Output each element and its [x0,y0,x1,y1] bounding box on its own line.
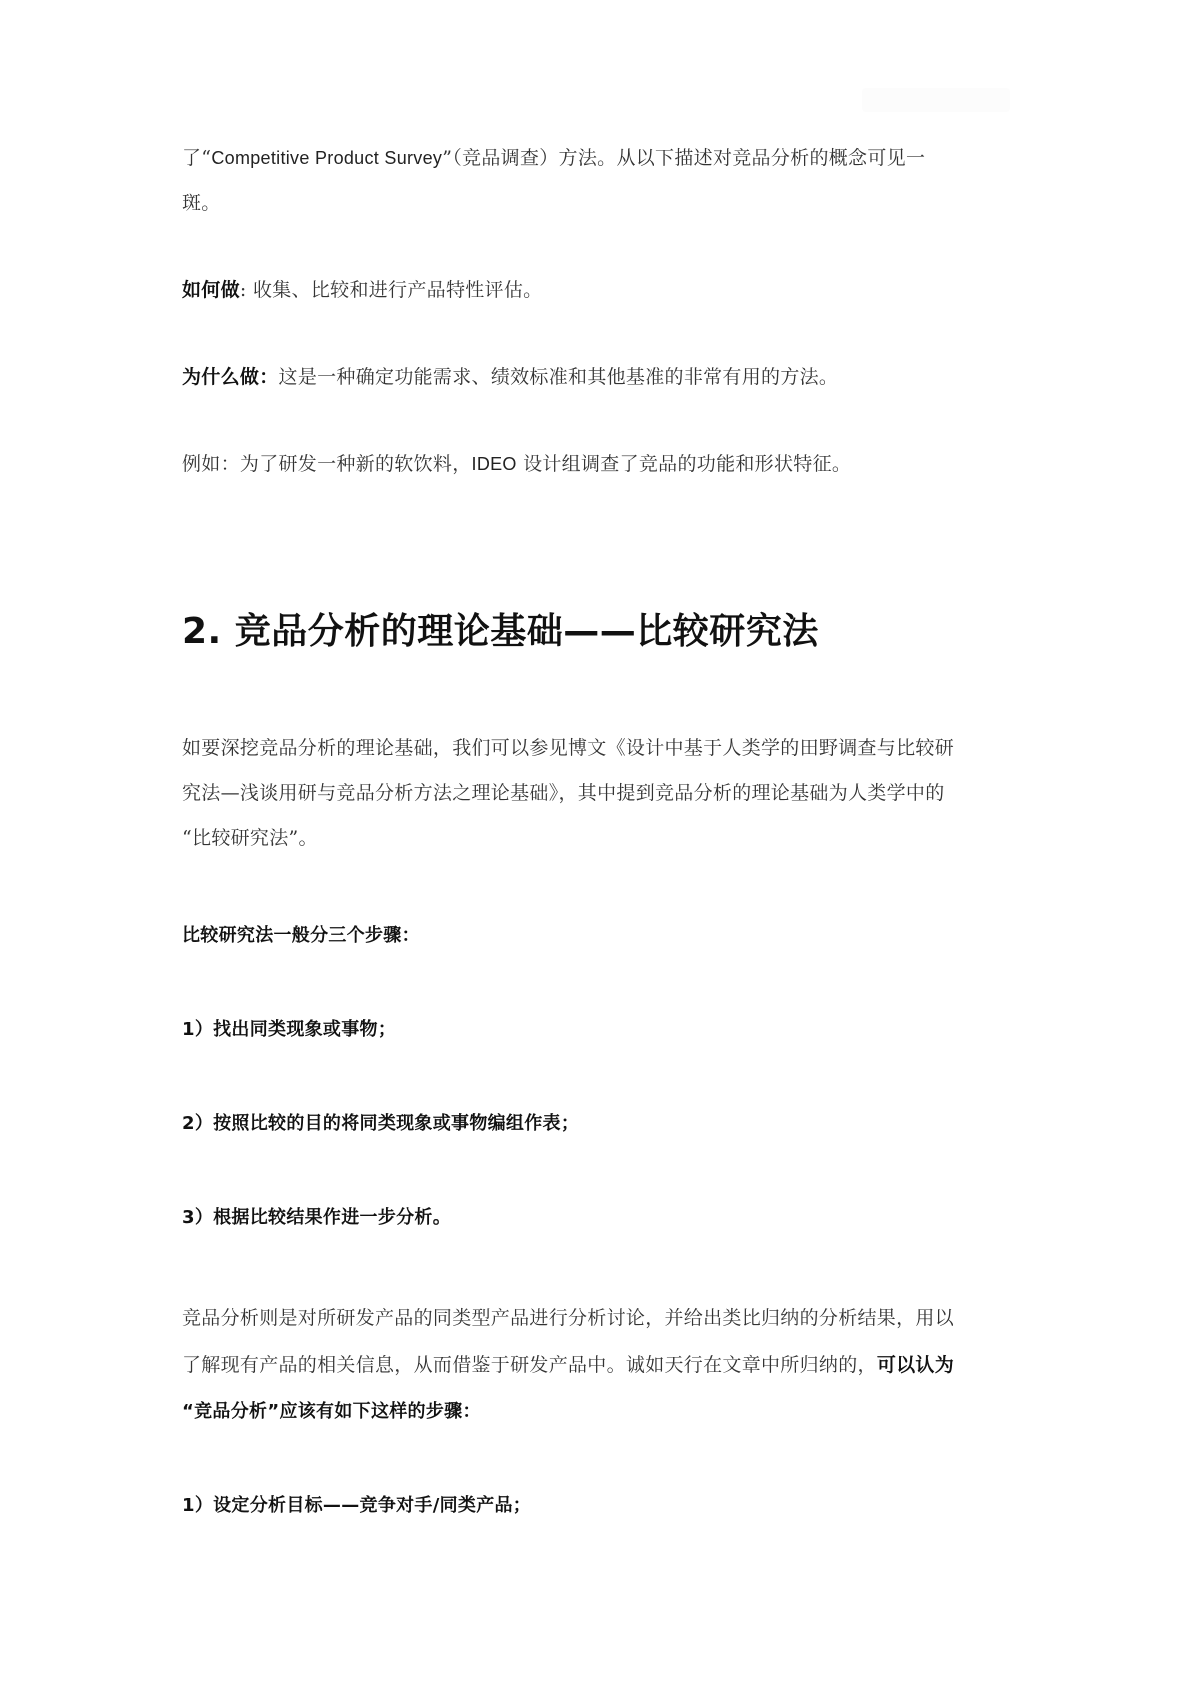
theory-para-line-2: 究法—浅谈用研与竞品分析方法之理论基础》，其中提到竞品分析的理论基础为人类学中的 [182,782,945,804]
example-prefix: 例如：为了研发一种新的软饮料， [182,453,472,475]
analysis-para-line-1: 竞品分析则是对所研发产品的同类型产品进行分析讨论，并给出类比归纳的分析结果，用以 [182,1307,955,1329]
intro-line-2: 斑。 [182,192,221,214]
analysis-line-2-text: 了解现有产品的相关信息，从而借鉴于研发产品中。诚如天行在文章中所归纳的， [182,1354,877,1376]
step-1: 1）找出同类现象或事物； [182,1019,397,1040]
how-text: 收集、比较和进行产品特性评估。 [252,279,543,301]
analysis-step-1: 1）设定分析目标——竞争对手/同类产品； [182,1495,532,1516]
intro-suffix: ”（竞品调查）方法。从以下描述对竞品分析的概念可见一 [442,147,926,169]
theory-para-line-1: 如要深挖竞品分析的理论基础，我们可以参见博文《设计中基于人类学的田野调查与比较研 [182,737,955,759]
intro-line-1 [182,146,925,170]
steps-title: 比较研究法一般分三个步骤： [182,925,420,946]
how-label: 如何做 [182,279,240,301]
how-paragraph [182,278,542,302]
analysis-para-line-3: “竞品分析”应该有如下这样的步骤： [182,1401,481,1422]
why-paragraph [182,365,838,389]
step-3: 3）根据比较结果作进一步分析。 [182,1207,452,1228]
intro-english-term: Competitive Product Survey [211,148,443,168]
intro-prefix: 了“ [182,147,212,169]
analysis-line-2-bold: 可以认为 [876,1354,955,1376]
example-ideo: IDEO [471,454,517,474]
theory-para-line-3: “比较研究法”。 [182,827,318,849]
analysis-para-line-2 [182,1353,954,1377]
section-2-heading: 2. 竞品分析的理论基础——比较研究法 [182,611,819,652]
example-paragraph [182,452,851,476]
why-text: 这是一种确定功能需求、绩效标准和其他基准的非常有用的方法。 [278,366,839,388]
why-label: 为什么做： [182,366,279,388]
how-colon: : [239,279,247,301]
step-2: 2）按照比较的目的将同类现象或事物编组作表； [182,1113,580,1134]
example-suffix: 设计组调查了竞品的功能和形状特征。 [516,453,852,475]
header-placeholder [862,88,1010,112]
